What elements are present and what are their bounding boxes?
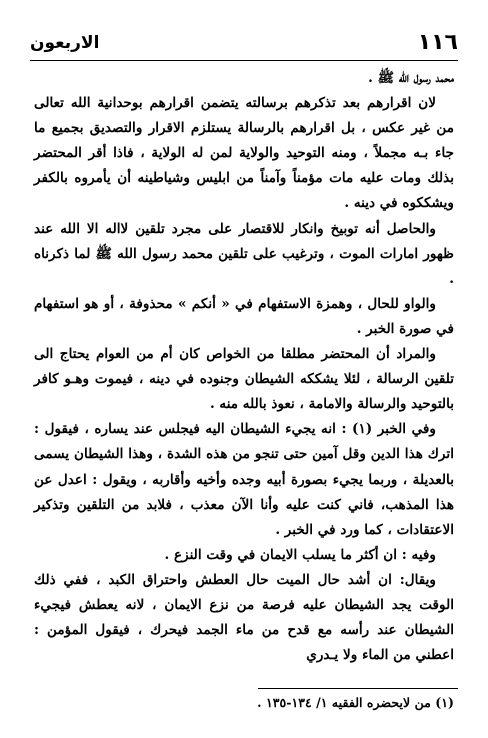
paragraph-4: والواو للحال ، وهمزة الاستفهام في « أنكم » محذوفة ، أو هو استفهام في صورة الخبر . xyxy=(34,295,454,337)
paragraph-3: والحاصل أنه توبيخ وانكار للاقتصار على مجرد تلقين لااله الا الله عند ظهور امارات الموت ، وترغيب على تلقين محمد رسول الله ﷺ لما ذكرناه . xyxy=(34,220,454,287)
paragraph-7: وفيه : ان أكثر ما يسلب الايمان في وقت النزع . xyxy=(164,546,436,563)
paragraph-2: لان اقرارهم بعد تذكرهم برسالته يتضمن اقرارهم بوحدانية الله تعالى من غير عكس ، بل اقرارهم بالرسالة يستلزم الاقرار والتصديق بجميع ما جاء بـه مجملاً ، ومنه التوحيد والولاية لمن له الولاية ، فاذا أقر المحتضر بذلك ومات عليه مات مؤمناً وآمناً من ابليس وشياطينه أن يأمروه بالكفر ويشككوه في دينه . xyxy=(34,95,454,212)
paragraph-6: وفي الخبر (١) : انه يجيء الشيطان اليه فيجلس عند يساره ، فيقول : اترك هذا الدين وقل آمين حتى تنجو من هذه الشدة ، وهذا الشيطان يسمى بالعديلة ، وربما يجيء بصورة أبيه وجده وأخيه وأقاربه ، ويقول : اعدل عن هذا المذهب، فاني كنت عليه وأنا الآن معذب ، فلابد من التلقين وتذكير الاعتقادات ، كما ورد في الخبر . xyxy=(34,421,454,538)
body-text xyxy=(34,66,454,668)
header-divider xyxy=(30,60,458,61)
paragraph-5: والمراد أن المحتضر مطلقا من الخواص كان أم من العوام يحتاج الى تلقين الرسالة ، لئلا يشككه الشيطان وجنوده في دينه ، فيموت وهـو كافر بالتوحيد والرسالة والامامة ، نعوذ بالله منه . xyxy=(34,346,454,413)
page-number: ١١٦ xyxy=(417,30,458,55)
paragraph-1: محمد رسول الله ﷺ . xyxy=(368,70,454,86)
footnote-divider xyxy=(258,688,458,689)
running-title: الاربعون xyxy=(30,33,100,53)
footnote: (١) من لايحضره الفقيه ١/ ١٣٤-١٣٥ . xyxy=(257,695,454,710)
page-header xyxy=(30,28,458,58)
paragraph-8: ويقال: ان أشد حال الميت حال العطش واحتراق الكبد ، ففي ذلك الوقت يجد الشيطان عليه فرصة من نزع الايمان ، لانه يعطش فيجيء الشيطان عند رأسه مع قدح من ماء الجمد فيحرك ، فيقول المؤمن : اعطني من الماء ولا يـدري xyxy=(34,571,454,664)
